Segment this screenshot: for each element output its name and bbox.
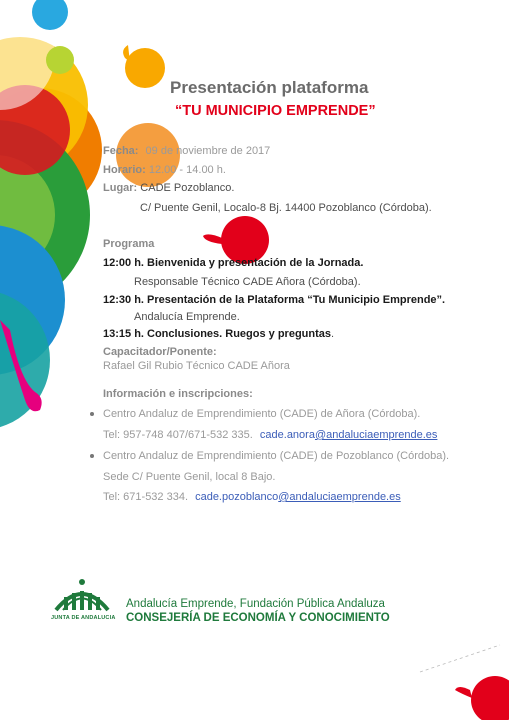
center1-email-link[interactable]: [260, 429, 438, 441]
junta-logo-text: JUNTA DE ANDALUCIA: [51, 615, 116, 621]
orange-bubble: [125, 48, 165, 88]
fecha-value: 09 de noviembre de 2017: [145, 145, 271, 157]
horario-value: 12.00 - 14.00 h.: [148, 164, 226, 176]
horario-row: [103, 164, 226, 176]
lugar-row: [103, 182, 234, 194]
junta-andalucia-logo: [56, 579, 108, 610]
capacitador-name: Rafael Gil Rubio Técnico CADE Añora: [103, 360, 290, 372]
capacitador-heading: Capacitador/Ponente:: [103, 346, 217, 358]
red-drop-tail: [203, 234, 222, 244]
red-drop-bottom-tail: [455, 687, 472, 698]
programa-item-3-title: 13:15 h. Conclusiones. Ruegos y preguntas: [103, 328, 331, 340]
center1-email-user: cade.anora: [259, 429, 315, 441]
center2-contact: [103, 491, 401, 503]
center1-name: Centro Andaluz de Emprendimiento (CADE) de Añora (Córdoba).: [103, 408, 421, 420]
lime-bubble: [46, 46, 74, 74]
lugar-address: C/ Puente Genil, Localo-8 Bj. 14400 Pozoblanco (Córdoba).: [140, 202, 432, 214]
orange-bubble-tail: [123, 45, 130, 62]
page-title: Presentación plataforma: [170, 78, 369, 97]
center2-email-link[interactable]: [195, 491, 401, 503]
fecha-label: Fecha:: [103, 145, 139, 157]
programa-item-3: [103, 328, 334, 340]
programa-item-2-title: 12:30 h. Presentación de la Plataforma “Tu Municipio Emprende”.: [103, 294, 446, 306]
lugar-label: Lugar:: [103, 182, 138, 194]
programa-item-3-punct: .: [331, 328, 335, 340]
lugar-value: CADE Pozoblanco.: [140, 182, 235, 194]
programa-item-1-detail: Responsable Técnico CADE Añora (Córdoba).: [134, 276, 361, 288]
programa-item-1-title: 12:00 h. Bienvenida y presentación de la Jornada.: [103, 257, 364, 269]
fecha-row: [103, 145, 270, 157]
center1-tel: Tel: 957-748 407/671-532 335.: [103, 429, 253, 441]
programa-heading: Programa: [103, 238, 155, 250]
footer-line-2: CONSEJERÍA DE ECONOMÍA Y CONOCIMIENTO: [126, 612, 390, 624]
center2-email-domain: @andaluciaemprende.es: [278, 491, 401, 503]
footer-line-1: Andalucía Emprende, Fundación Pública Andaluza: [126, 598, 385, 610]
center2-tel: Tel: 671-532 334.: [103, 491, 189, 503]
red-drop-bottom: [471, 676, 509, 720]
center1-email-domain: @andaluciaemprende.es: [314, 429, 438, 441]
center2-email-user: cade.pozoblanco: [195, 491, 279, 503]
informacion-heading: Información e inscripciones:: [103, 388, 253, 400]
horario-label: Horario:: [103, 164, 146, 176]
page-subtitle: “TU MUNICIPIO EMPRENDE”: [175, 103, 376, 119]
center1-contact: [103, 429, 437, 441]
dashed-line: [420, 645, 500, 672]
bullet-1: [90, 412, 94, 416]
center2-name: Centro Andaluz de Emprendimiento (CADE) de Pozoblanco (Córdoba).: [103, 450, 450, 462]
bullet-2: [90, 454, 94, 458]
programa-item-2-detail: Andalucía Emprende.: [134, 311, 240, 323]
center2-address: Sede C/ Puente Genil, local 8 Bajo.: [103, 471, 276, 483]
